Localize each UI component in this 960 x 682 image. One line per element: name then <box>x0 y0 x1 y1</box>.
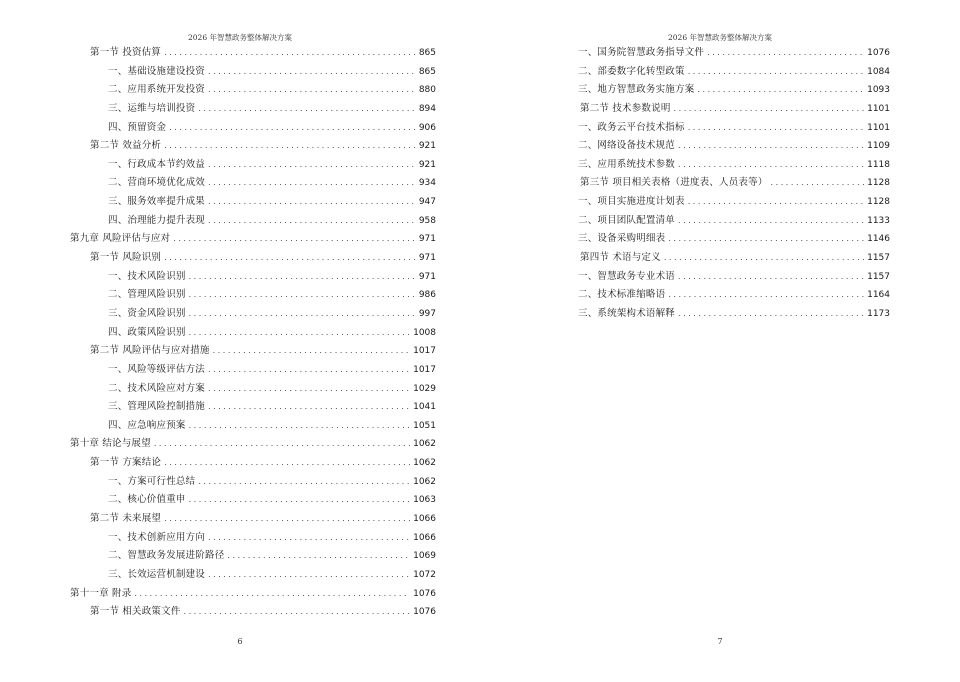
toc-entry[interactable] <box>70 137 436 156</box>
dot-leader <box>198 104 416 113</box>
toc-entry-page-number: 1157 <box>867 253 890 264</box>
toc-entry-page-number: 921 <box>418 159 436 170</box>
dot-leader <box>208 402 410 411</box>
toc-entry-page-number: 986 <box>418 290 436 301</box>
toc-entry[interactable] <box>560 81 890 100</box>
toc-entry-page-number: 947 <box>418 197 436 208</box>
dot-leader <box>688 197 864 206</box>
toc-entry-page-number: 1072 <box>413 569 436 580</box>
dot-leader <box>169 123 416 132</box>
toc-entry-title: 二、智慧政务发展进阶路径 <box>108 550 225 562</box>
toc-entry-title: 一、项目实施进度计划表 <box>578 196 685 208</box>
toc-entry[interactable] <box>70 380 436 399</box>
toc-entry[interactable] <box>560 305 890 324</box>
dot-leader <box>678 141 864 150</box>
dot-leader <box>208 533 410 542</box>
toc-entry-title: 第二节 技术参数说明 <box>580 102 671 114</box>
toc-entry-page-number: 921 <box>418 141 436 152</box>
toc-entry[interactable] <box>70 491 436 510</box>
toc-entry[interactable] <box>70 529 436 548</box>
toc-entry-title: 三、应用系统技术参数 <box>578 158 676 170</box>
toc-entry[interactable] <box>560 137 890 156</box>
toc-entry[interactable] <box>70 63 436 82</box>
toc-entry-page-number: 1157 <box>867 271 890 282</box>
toc-entry-page-number: 1066 <box>413 532 436 543</box>
toc-entry[interactable] <box>560 212 890 231</box>
toc-entry-title: 一、技术创新应用方向 <box>108 531 206 543</box>
toc-entry[interactable] <box>560 156 890 175</box>
toc-entry-page-number: 1076 <box>413 588 436 599</box>
toc-entry-page-number: 958 <box>418 215 436 226</box>
dot-leader <box>664 253 864 262</box>
toc-entry-title: 第二节 风险评估与应对措施 <box>90 345 210 357</box>
toc-entry-page-number: 1008 <box>413 327 436 338</box>
toc-entry[interactable] <box>560 63 890 82</box>
toc-entry-page-number: 1066 <box>413 514 436 525</box>
toc-entry-title: 三、运维与培训投资 <box>108 102 196 114</box>
dot-leader <box>189 309 416 318</box>
dot-leader <box>668 234 864 243</box>
toc-entry-title: 二、管理风险识别 <box>108 289 186 301</box>
toc-entry-page-number: 880 <box>418 85 436 96</box>
dot-leader <box>208 67 416 76</box>
toc-entry-title: 二、营商环境优化成效 <box>108 177 206 189</box>
dot-leader <box>227 551 410 560</box>
toc-entry-title: 三、地方智慧政务实施方案 <box>578 84 695 96</box>
toc-entry-title: 一、行政成本节约效益 <box>108 158 206 170</box>
toc-entry-page-number: 1041 <box>413 402 436 413</box>
dot-leader <box>208 365 410 374</box>
dot-leader <box>213 346 410 355</box>
toc-entry[interactable] <box>70 473 436 492</box>
toc-entry[interactable] <box>70 417 436 436</box>
toc-entry-page-number: 1101 <box>867 103 890 114</box>
dot-leader <box>208 178 416 187</box>
toc-entry-page-number: 1063 <box>413 495 436 506</box>
toc-entry[interactable] <box>70 454 436 473</box>
toc-entry-title: 一、政务云平台技术指标 <box>578 121 685 133</box>
toc-entry-title: 四、政策风险识别 <box>108 326 186 338</box>
dot-leader <box>154 439 410 448</box>
toc-entry-page-number: 1118 <box>867 159 890 170</box>
dot-leader <box>674 104 865 113</box>
toc-entry-page-number: 1146 <box>867 234 890 245</box>
dot-leader <box>678 160 864 169</box>
toc-entry[interactable] <box>70 435 436 454</box>
toc-entry-page-number: 1128 <box>867 197 890 208</box>
toc-entry-title: 一、智慧政务专业术语 <box>578 270 676 282</box>
toc-entry-title: 三、资金风险识别 <box>108 307 186 319</box>
toc-entry[interactable] <box>70 361 436 380</box>
toc-entry-title: 二、应用系统开发投资 <box>108 84 206 96</box>
toc-entry-page-number: 997 <box>418 308 436 319</box>
toc-entry-page-number: 1093 <box>867 85 890 96</box>
toc-entry-page-number: 1173 <box>867 308 890 319</box>
toc-entry[interactable] <box>70 342 436 361</box>
toc-entry[interactable] <box>70 100 436 119</box>
dot-leader <box>198 477 410 486</box>
toc-entry-title: 第二节 未来展望 <box>90 513 162 525</box>
toc-entry[interactable] <box>70 566 436 585</box>
dot-leader <box>184 607 411 616</box>
toc-entry-page-number: 1076 <box>867 48 890 58</box>
toc-entry[interactable] <box>70 286 436 305</box>
dot-leader <box>697 85 864 94</box>
toc-entry-page-number: 1062 <box>413 476 436 487</box>
toc-entry-title: 一、技术风险识别 <box>108 270 186 282</box>
toc-entry-page-number: 971 <box>418 253 436 264</box>
dot-leader <box>189 421 410 430</box>
toc-entry[interactable] <box>70 324 436 343</box>
toc-entry-title: 四、治理能力提升表现 <box>108 214 206 226</box>
dot-leader <box>134 589 410 598</box>
dot-leader <box>668 290 864 299</box>
toc-entry-title: 三、系统架构术语解释 <box>578 307 676 319</box>
toc-entry[interactable] <box>70 305 436 324</box>
table-of-contents <box>560 44 890 324</box>
toc-entry-title: 三、设备采购明细表 <box>578 233 666 245</box>
toc-entry-title: 三、管理风险控制措施 <box>108 401 206 413</box>
toc-entry[interactable] <box>70 249 436 268</box>
dot-leader <box>164 514 410 523</box>
toc-entry-page-number: 1101 <box>867 122 890 133</box>
dot-leader <box>208 85 416 94</box>
toc-entry-title: 一、风险等级评估方法 <box>108 363 206 375</box>
toc-entry-page-number: 1062 <box>413 458 436 469</box>
toc-entry-page-number: 1133 <box>867 215 890 226</box>
page-number: 7 <box>717 637 723 646</box>
toc-entry-page-number: 971 <box>418 271 436 282</box>
toc-entry-title: 二、项目团队配置清单 <box>578 214 676 226</box>
dot-leader <box>208 570 410 579</box>
toc-entry-title: 第四节 术语与定义 <box>580 252 661 264</box>
dot-leader <box>164 458 410 467</box>
dot-leader <box>164 141 416 150</box>
toc-entry[interactable] <box>70 212 436 231</box>
toc-entry-page-number: 1164 <box>867 290 890 301</box>
toc-entry-title: 第十一章 附录 <box>70 587 132 599</box>
toc-entry-title: 第一节 风险识别 <box>90 252 162 264</box>
toc-entry-title: 四、预留资金 <box>108 121 167 133</box>
toc-entry-title: 二、部委数字化转型政策 <box>578 65 685 77</box>
toc-entry-page-number: 865 <box>418 66 436 77</box>
toc-entry-title: 二、网络设备技术规范 <box>578 140 676 152</box>
toc-entry-title: 二、技术风险应对方案 <box>108 382 206 394</box>
toc-entry-title: 一、国务院智慧政务指导文件 <box>578 47 705 58</box>
toc-entry-page-number: 894 <box>418 103 436 114</box>
toc-entry[interactable] <box>70 156 436 175</box>
toc-entry[interactable] <box>70 398 436 417</box>
toc-entry-page-number: 1076 <box>413 607 436 618</box>
toc-entry[interactable] <box>560 100 890 119</box>
toc-entry[interactable] <box>70 174 436 193</box>
toc-entry-title: 一、基础设施建设投资 <box>108 65 206 77</box>
page-number: 6 <box>237 637 243 646</box>
toc-entry-title: 第一节 相关政策文件 <box>90 606 181 618</box>
toc-entry[interactable] <box>70 603 436 622</box>
dot-leader <box>164 253 416 262</box>
dot-leader <box>707 48 864 57</box>
toc-entry[interactable] <box>560 286 890 305</box>
dot-leader <box>678 216 864 225</box>
toc-entry-title: 三、服务效率提升成果 <box>108 196 206 208</box>
toc-entry-page-number: 1128 <box>867 178 890 189</box>
toc-entry-page-number: 971 <box>418 234 436 245</box>
dot-leader <box>189 290 416 299</box>
dot-leader <box>208 197 416 206</box>
toc-entry-title: 二、技术标准缩略语 <box>578 289 666 301</box>
toc-entry-title: 第三节 项目相关表格（进度表、人员表等） <box>580 177 768 189</box>
toc-entry[interactable] <box>70 268 436 287</box>
toc-entry-page-number: 934 <box>418 178 436 189</box>
dot-leader <box>678 272 864 281</box>
toc-entry[interactable] <box>560 193 890 212</box>
toc-entry[interactable] <box>70 119 436 138</box>
dot-leader <box>189 328 410 337</box>
dot-leader <box>688 67 864 76</box>
dot-leader <box>173 234 416 243</box>
table-of-contents <box>70 44 436 622</box>
toc-entry-page-number: 1062 <box>413 439 436 450</box>
toc-entry-page-number: 906 <box>418 122 436 133</box>
toc-entry-page-number: 1109 <box>867 141 890 152</box>
toc-entry[interactable] <box>70 230 436 249</box>
dot-leader <box>164 48 416 57</box>
toc-entry[interactable] <box>70 585 436 604</box>
toc-entry-page-number: 1069 <box>413 551 436 562</box>
toc-entry[interactable] <box>70 547 436 566</box>
dot-leader <box>189 272 416 281</box>
toc-entry[interactable] <box>560 249 890 268</box>
dot-leader <box>189 495 410 504</box>
page-header: 2026 年智慧政务整体解决方案 <box>188 33 292 42</box>
toc-entry-title: 四、应急响应预案 <box>108 419 186 431</box>
dot-leader <box>208 384 410 393</box>
toc-entry-title: 第二节 效益分析 <box>90 140 162 152</box>
toc-entry[interactable] <box>560 230 890 249</box>
toc-entry-title: 第十章 结论与展望 <box>70 438 151 450</box>
toc-entry[interactable] <box>70 510 436 529</box>
toc-entry-page-number: 1051 <box>413 420 436 431</box>
dot-leader <box>771 178 865 187</box>
toc-entry-title: 一、方案可行性总结 <box>108 475 196 487</box>
toc-entry[interactable] <box>70 44 436 63</box>
toc-entry-title: 二、核心价值重申 <box>108 494 186 506</box>
toc-entry-page-number: 1029 <box>413 383 436 394</box>
right-page <box>480 0 960 682</box>
toc-entry-title: 第一节 方案结论 <box>90 457 162 469</box>
page-header: 2026 年智慧政务整体解决方案 <box>668 33 772 42</box>
toc-entry-page-number: 865 <box>418 48 436 58</box>
dot-leader <box>208 216 416 225</box>
toc-entry-title: 第九章 风险评估与应对 <box>70 233 171 245</box>
toc-entry-page-number: 1017 <box>413 346 436 357</box>
toc-entry[interactable] <box>70 81 436 100</box>
toc-entry-page-number: 1084 <box>867 66 890 77</box>
toc-entry[interactable] <box>70 193 436 212</box>
dot-leader <box>678 309 864 318</box>
toc-entry[interactable] <box>560 174 890 193</box>
toc-entry[interactable] <box>560 119 890 138</box>
toc-entry[interactable] <box>560 44 890 63</box>
toc-entry-title: 第一节 投资估算 <box>90 47 162 58</box>
toc-entry[interactable] <box>560 268 890 287</box>
dot-leader <box>688 123 864 132</box>
dot-leader <box>208 160 416 169</box>
toc-entry-page-number: 1017 <box>413 364 436 375</box>
toc-entry-title: 三、长效运营机制建设 <box>108 568 206 580</box>
